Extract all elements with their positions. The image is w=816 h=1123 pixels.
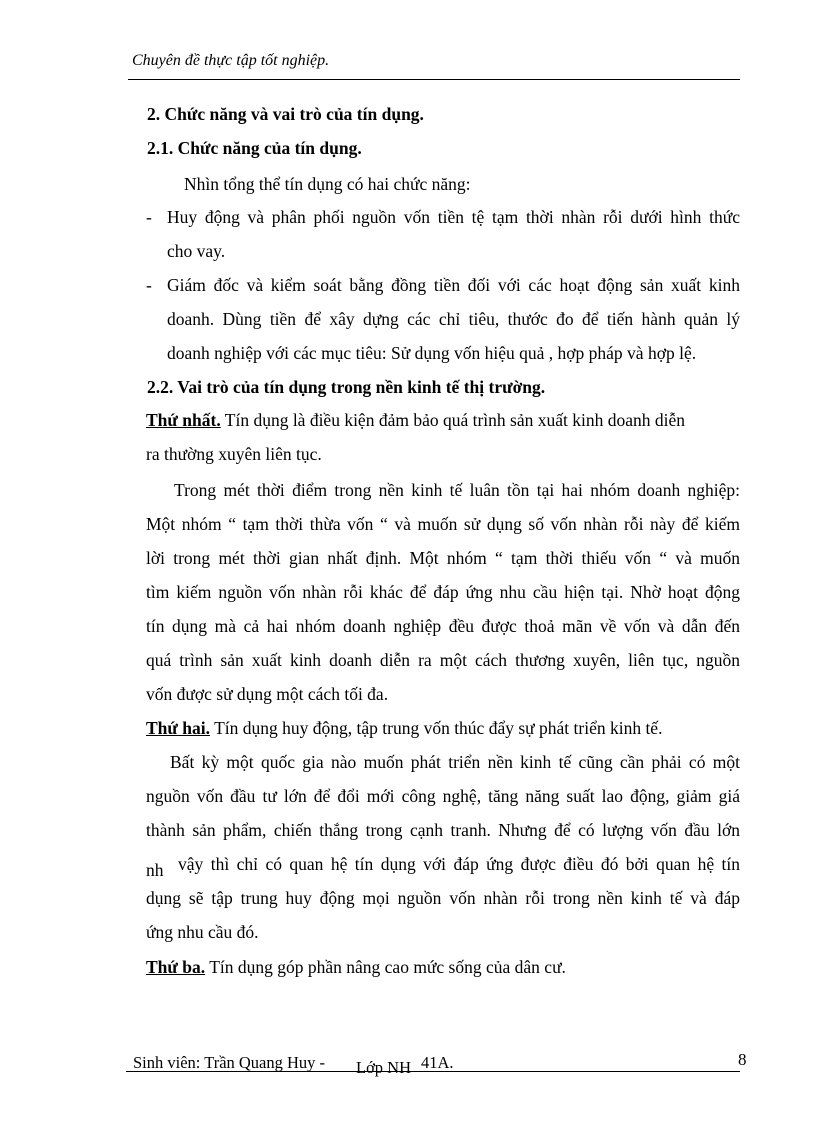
para1-line1: Trong mét thời điểm trong nền kinh tế luân tồn tại hai nhóm doanh nghiệp: (174, 480, 740, 500)
first-text: Tín dụng là điều kiện đảm bảo quá trình sản xuất kinh doanh diễn (220, 410, 686, 430)
para1-line4: tìm kiếm nguồn vốn nhàn rỗi khác để đáp ứng nhu cầu hiện tại. Nhờ hoạt động (146, 582, 740, 602)
second-label: Thứ hai. (146, 718, 211, 738)
para2-line1: Bất kỳ một quốc gia nào muốn phát triển nền kinh tế cũng cần phải có một (170, 752, 740, 772)
para2-line5: dụng sẽ tập trung huy động mọi nguồn vốn nhàn rỗi trong nền kinh tế và đáp (146, 888, 740, 908)
header-rule (128, 79, 740, 80)
first-label: Thứ nhất. (146, 410, 221, 430)
para2-line6: ứng nhu cầu đó. (146, 922, 259, 942)
footer-class-part2: 41A. (421, 1053, 454, 1072)
subsection-heading-2: 2.2. Vai trò của tín dụng trong nền kinh tế thị trường. (147, 377, 546, 397)
para1-line6: quá trình sản xuất kinh doanh diễn ra một cách thương xuyên, liên tục, nguồn (146, 650, 740, 670)
third-point (146, 956, 566, 978)
para1-line7: vốn được sử dụng một cách tối đa. (146, 684, 389, 704)
para1-line3: lời trong mét thời gian nhất định. Một nhóm “ tạm thời thiếu vốn “ và muốn (146, 548, 740, 568)
footer-student: Sinh viên: Trần Quang Huy - (133, 1053, 326, 1072)
footer-rule (126, 1071, 740, 1072)
intro-text: Nhìn tổng thể tín dụng có hai chức năng: (184, 174, 471, 194)
bullet1-line2: cho vay. (167, 241, 226, 261)
para2-line4-start: nh (146, 860, 164, 880)
bullet-marker: - (146, 207, 152, 227)
para2-line3: thành sản phẩm, chiến thắng trong cạnh tranh. Nhưng để có lượng vốn đầu lớn (146, 820, 740, 840)
subsection-heading-1: 2.1. Chức năng của tín dụng. (147, 138, 362, 158)
page-header-title: Chuyên đề thực tập tốt nghiệp. (132, 52, 330, 69)
bullet1-line1: Huy động và phân phối nguồn vốn tiền tệ tạm thời nhàn rỗi dưới hình thức (167, 207, 740, 227)
first-point-line1 (146, 409, 685, 431)
para1-line2: Một nhóm “ tạm thời thừa vốn “ và muốn sử dụng số vốn nhàn rỗi này để kiếm (146, 514, 740, 534)
para2-line4-rest: vậy thì chỉ có quan hệ tín dụng với đáp ứng được điều đó bởi quan hệ tín (178, 854, 740, 874)
bullet2-line1: Giám đốc và kiểm soát bằng đồng tiền đối với các hoạt động sản xuất kinh (167, 275, 740, 295)
bullet2-line2: doanh. Dùng tiền để xây dựng các chỉ tiêu, thước đo để tiến hành quản lý (167, 309, 740, 329)
para1-line5: tín dụng mà cả hai nhóm doanh nghiệp đều được thoả mãn về vốn và dẫn đến (146, 616, 740, 636)
second-text: Tín dụng huy động, tập trung vốn thúc đẩy sự phát triển kinh tế. (210, 718, 663, 738)
footer-class-part1: Lớp NH (356, 1058, 412, 1077)
para2-line2: nguồn vốn đầu tư lớn để đổi mới công nghệ, tăng năng suất lao động, giảm giá (146, 786, 740, 806)
first-point-line2: ra thường xuyên liên tục. (146, 444, 322, 464)
page-number: 8 (738, 1050, 747, 1069)
second-point (146, 717, 662, 739)
bullet-marker: - (146, 275, 152, 295)
section-heading: 2. Chức năng và vai trò của tín dụng. (147, 104, 424, 124)
bullet2-line3: doanh nghiệp với các mục tiêu: Sử dụng vốn hiệu quả , hợp pháp và hợp lệ. (167, 343, 697, 363)
third-label: Thứ ba. (146, 957, 206, 977)
third-text: Tín dụng góp phần nâng cao mức sống của dân cư. (205, 957, 566, 977)
